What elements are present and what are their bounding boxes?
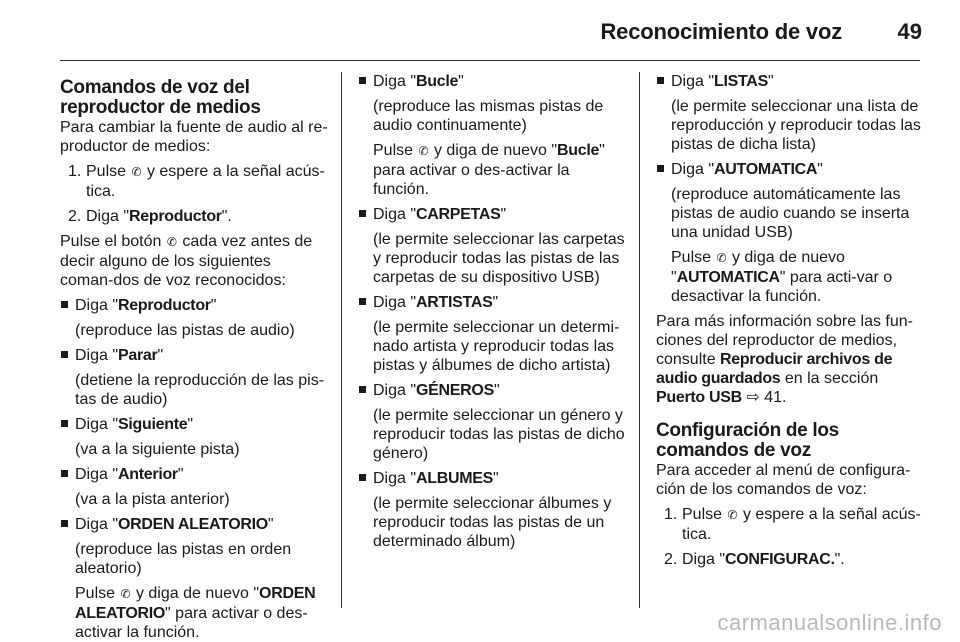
list-item: Diga "ORDEN ALEATORIO" [60, 515, 328, 534]
list-item: Diga "ARTISTAS" [358, 293, 628, 312]
list-item-desc: (va a la siguiente pista) [75, 441, 240, 458]
microphone-talk-icon: ✆ [418, 144, 429, 158]
list-item-desc: (va a la pista anterior) [75, 491, 230, 508]
column-2 [358, 72, 628, 551]
list-item-desc: (le permite seleccionar álbumes y reproducir todas las pistas de un determinado álbum) [373, 495, 612, 550]
step-1: 1. Pulse ✆ y espere a la señal acús-tica. [68, 163, 325, 200]
cross-reference: Puerto USB [656, 389, 742, 406]
list-item: Diga "Bucle" [358, 72, 628, 91]
microphone-talk-icon: ✆ [716, 251, 727, 265]
list-item: Diga "ALBUMES" [358, 469, 628, 488]
list-item-desc: (le permite seleccionar una lista de reproducción y reproducir todas las pistas de dicha lista) [671, 98, 921, 153]
header-rule [60, 60, 920, 61]
microphone-talk-icon: ✆ [131, 165, 142, 179]
cross-reference: Reproducir archivos de audio guardados [656, 351, 893, 387]
page-number: 49 [897, 19, 922, 44]
info-text: Para más información sobre las fun-ciones del reproductor de medios, consulte Reproducir archivos de audio guardados en la sección Puerto USB ⇨ 41. [656, 313, 913, 406]
column-3 [656, 72, 924, 569]
microphone-talk-icon: ✆ [120, 587, 131, 601]
list-item: Diga "CARPETAS" [358, 205, 628, 224]
list-item-desc: (reproduce las pistas de audio) [75, 322, 295, 339]
microphone-talk-icon: ✆ [727, 508, 738, 522]
list-item-desc: (le permite seleccionar un género y reproducir todas las pistas de dicho género) [373, 407, 625, 462]
watermark: carmanualsonline.info [717, 610, 942, 635]
header-title: Reconocimiento de voz [600, 19, 842, 44]
intro-text: Para cambiar la fuente de audio al re-productor de medios: [60, 119, 328, 155]
list-item-extra: Pulse ✆ y diga de nuevo "ORDEN ALEATORIO" para activar o des-activar la función. [75, 585, 316, 641]
page-header [0, 0, 960, 60]
arrow-reference-icon: ⇨ [746, 389, 760, 406]
list-item-desc: (reproduce automáticamente las pistas de audio cuando se inserta una unidad USB) [671, 186, 910, 241]
list-item: Diga "Reproductor" [60, 296, 328, 315]
step-2: 2. Diga "CONFIGURAC.". [664, 551, 845, 568]
list-item-desc: (reproduce las mismas pistas de audio continuamente) [373, 98, 604, 134]
list-item-extra: Pulse ✆ y diga de nuevo "Bucle" para activar o des-activar la función. [373, 142, 605, 198]
list-item-desc: (detiene la reproducción de las pis-tas de audio) [75, 372, 325, 408]
list-item-extra: Pulse ✆ y diga de nuevo "AUTOMATICA" para acti-var o desactivar la función. [671, 249, 893, 305]
column-divider [341, 72, 342, 608]
section-heading: Configuración de los comandos de voz [656, 420, 839, 461]
list-item: Diga "Siguiente" [60, 415, 328, 434]
microphone-talk-icon: ✆ [166, 235, 177, 249]
list-item: Diga "AUTOMATICA" [656, 160, 924, 179]
list-item-desc: (reproduce las pistas en orden aleatorio) [75, 541, 292, 577]
instruction-text: Pulse el botón ✆ cada vez antes de decir alguno de los siguientes coman-dos de voz reconocidos: [60, 233, 313, 289]
list-item-desc: (le permite seleccionar un determi-nado artista y reproducir todas las pistas y álbumes de dicho artista) [373, 319, 620, 374]
list-item: Diga "LISTAS" [656, 72, 924, 91]
list-item-desc: (le permite seleccionar las carpetas y reproducir todas las pistas de las carpetas de su dispositivo USB) [373, 231, 625, 286]
list-item: Diga "Parar" [60, 346, 328, 365]
column-1 [60, 78, 328, 642]
step-1: 1. Pulse ✆ y espere a la señal acús-tica. [664, 506, 921, 543]
list-item: Diga "Anterior" [60, 465, 328, 484]
list-item: Diga "GÉNEROS" [358, 381, 628, 400]
section-heading: Comandos de voz del reproductor de medios [60, 77, 261, 118]
step-2: 2. Diga "Reproductor". [68, 208, 232, 225]
intro-text: Para acceder al menú de configura-ción de los comandos de voz: [656, 462, 911, 498]
column-divider [639, 72, 640, 608]
